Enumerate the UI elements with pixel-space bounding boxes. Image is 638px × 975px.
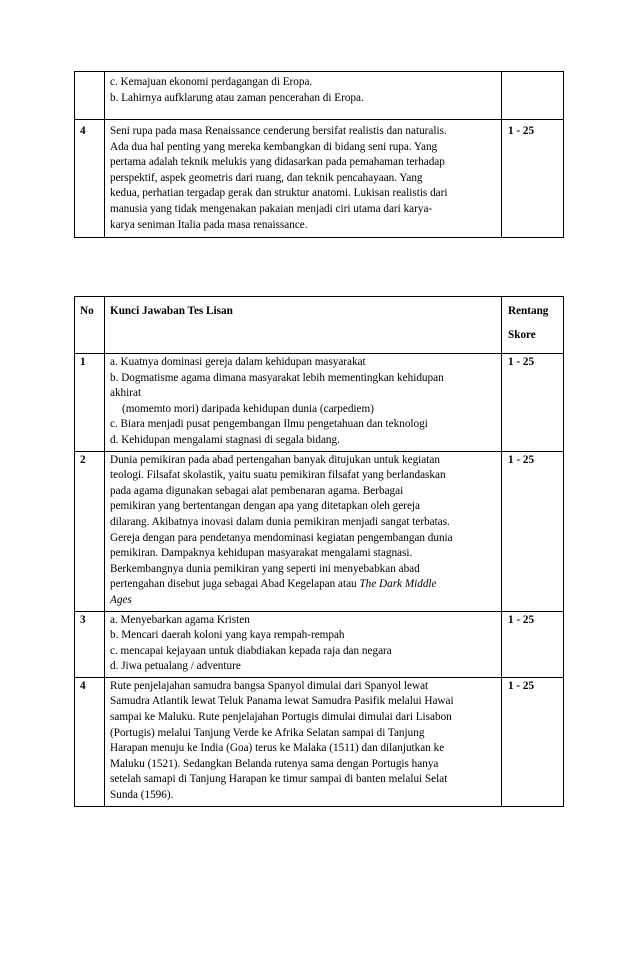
answer-line: pemikiran. Dampaknya kehidupan masyarakat mengalami stagnasi. <box>110 547 413 560</box>
answer-line: teologi. Filsafat skolastik, yaitu suatu pemikiran filsafat yang berlandaskan <box>110 469 446 482</box>
answer-line: Rute penjelajahan samudra bangsa Spanyol dimulai dari Spanyol lewat <box>110 679 429 692</box>
answer-cell <box>105 72 502 120</box>
answer-cell <box>105 677 502 806</box>
header-kunci-jawaban: Kunci Jawaban Tes Lisan <box>105 297 502 354</box>
answer-cell <box>105 451 502 611</box>
table-row <box>75 120 564 238</box>
answer-line: Dunia pemikiran pada abad pertengahan banyak ditujukan untuk kegiatan <box>110 453 440 466</box>
header-skore: Skore <box>508 328 536 341</box>
answer-line: setelah samapi di Tanjung Harapan ke timur sampai di banten melalui Selat <box>110 773 448 786</box>
row-number <box>75 72 105 120</box>
score-cell: 1 - 25 <box>502 354 564 452</box>
answer-cell <box>105 120 502 238</box>
answer-text: pertengahan disebut juga sebagai Abad Kegelapan atau <box>110 578 357 591</box>
answer-line: Samudra Atlantik lewat Teluk Panama lewat Samudra Pasifik melalui Hawai <box>110 695 454 708</box>
row-number: 2 <box>75 451 105 611</box>
table-row <box>75 354 564 452</box>
row-number: 4 <box>75 120 105 238</box>
answer-cell <box>105 354 502 452</box>
answer-line: Ada dua hal penting yang mereka kembangkan di bidang seni rupa. Yang <box>110 140 438 153</box>
answer-line: Gereja dengan para pendetanya mendominasi kegiatan pengembangan dunia <box>110 531 453 544</box>
answer-line: d. Jiwa petualang / adventure <box>110 660 241 673</box>
answer-line: d. Kehidupan mengalami stagnasi di segala bidang. <box>110 433 340 446</box>
answer-line: b. Lahirnya aufklarung atau zaman pencerahan di Eropa. <box>110 91 364 104</box>
header-rentang-skore <box>502 297 564 354</box>
table-row <box>75 72 564 120</box>
score-cell: 1 - 25 <box>502 677 564 806</box>
answer-line: Harapan menuju ke India (Goa) terus ke Malaka (1511) dan dilanjutkan ke <box>110 742 445 755</box>
answer-line: Maluku (1521). Sedangkan Belanda rutenya sama dengan Portugis hanya <box>110 757 439 770</box>
answer-line: sampai ke Maluku. Rute penjelajahan Portugis dimulai dimulai dari Lisabon <box>110 711 452 724</box>
table-row <box>75 611 564 677</box>
score-cell: 1 - 25 <box>502 451 564 611</box>
italic-term: The Dark Middle <box>359 578 437 591</box>
answer-cell <box>105 611 502 677</box>
header-no: No <box>75 297 105 354</box>
answer-line: manusia yang tidak mengenakan pakaian menjadi ciri utama dari karya- <box>110 202 433 215</box>
row-number: 4 <box>75 677 105 806</box>
score-cell: 1 - 25 <box>502 120 564 238</box>
table-row <box>75 451 564 611</box>
answer-line: (momemto mori) daripada kehidupan dunia (carpediem) <box>122 402 374 415</box>
answer-line: kedua, perhatian tergadap gerak dan struktur anatomi. Lukisan realistis dari <box>110 187 448 200</box>
answer-line: a. Kuatnya dominasi gereja dalam kehidupan masyarakat <box>110 356 366 368</box>
answer-line: Sunda (1596). <box>110 789 174 802</box>
answer-line: c. Biara menjadi pusat pengembangan Ilmu pengetahuan dan teknologi <box>110 418 428 431</box>
answer-line: pertama adalah teknik melukis yang didasarkan pada pemahaman terhadap <box>110 156 445 169</box>
answer-line: c. mencapai kejayaan untuk diabdiakan kepada raja dan negara <box>110 644 392 657</box>
score-cell <box>502 72 564 120</box>
answer-line <box>110 593 496 609</box>
answer-line: dilarang. Akibatnya inovasi dalam dunia pemikiran menjadi sangat terbatas. <box>110 515 450 528</box>
answer-line: c. Kemajuan ekonomi perdagangan di Eropa. <box>110 76 313 88</box>
header-rentang: Rentang <box>508 305 549 317</box>
answer-line: akhirat <box>110 387 142 400</box>
row-number: 3 <box>75 611 105 677</box>
answer-line: b. Dogmatisme agama dimana masyarakat lebih mementingkan kehidupan <box>110 371 444 384</box>
answer-line: pada agama digunakan sebagai alat pembenaran agama. Berbagai <box>110 484 404 497</box>
answer-line: Berkembangnya dunia pemikiran yang seperti ini menyebabkan abad <box>110 562 420 575</box>
answer-line: b. Mencari daerah koloni yang kaya rempah-rempah <box>110 629 345 642</box>
score-cell: 1 - 25 <box>502 611 564 677</box>
answer-table-continued <box>74 71 564 238</box>
answer-line-with-italic <box>110 577 496 593</box>
oral-test-answer-table <box>74 296 564 807</box>
italic-term: Ages <box>110 593 132 606</box>
answer-line: a. Menyebarkan agama Kristen <box>110 613 250 626</box>
answer-line: (Portugis) melalui Tanjung Verde ke Afrika Selatan sampai di Tanjung <box>110 726 425 739</box>
table-header-row <box>75 297 564 354</box>
table-row <box>75 677 564 806</box>
answer-line: perspektif, aspek geometris dari ruang, dan teknik pencahayaan. Yang <box>110 171 423 184</box>
answer-line: pemikiran yang bertentangan dengan apa yang ditetapkan oleh gereja <box>110 500 421 513</box>
row-number: 1 <box>75 354 105 452</box>
answer-line: Seni rupa pada masa Renaissance cenderung bersifat realistis dan naturalis. <box>110 125 447 137</box>
answer-line: karya seniman Italia pada masa renaissance. <box>110 218 308 231</box>
